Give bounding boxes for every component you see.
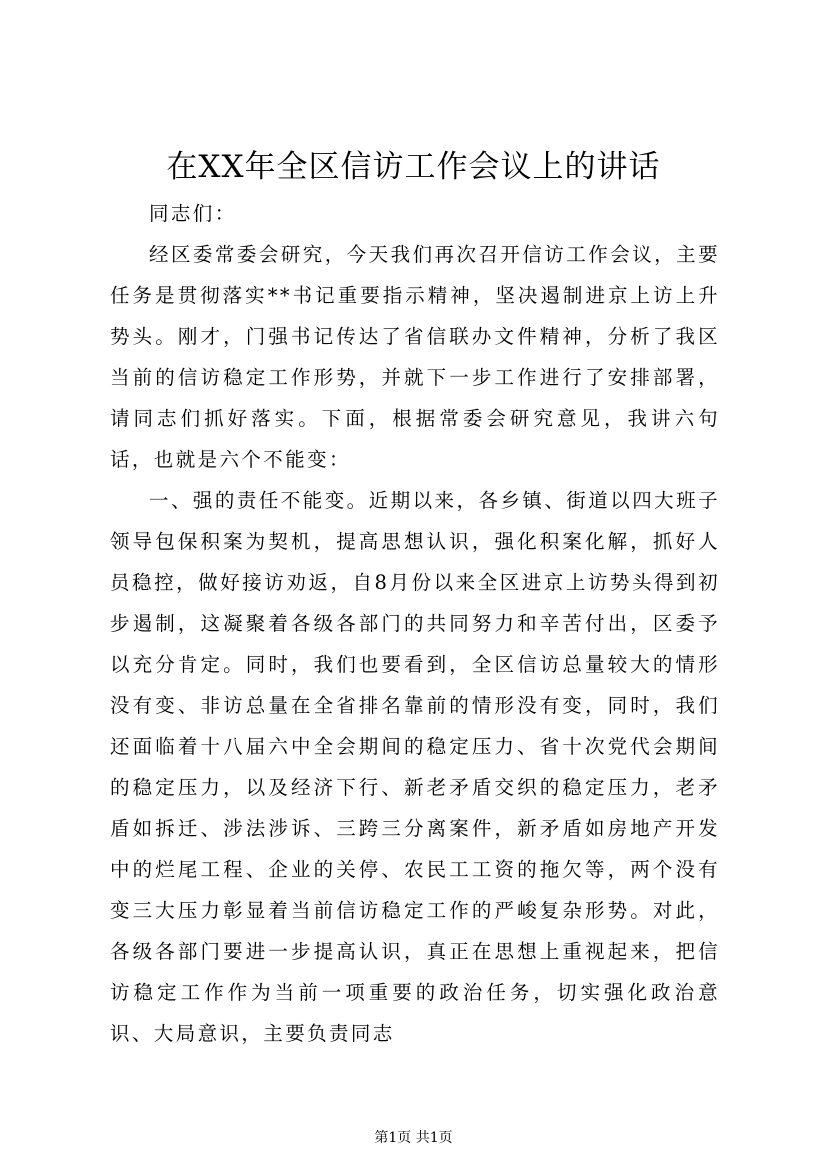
document-title: 在XX年全区信访工作会议上的讲话 xyxy=(166,149,661,185)
page-footer: 第1页 共1页 xyxy=(374,1130,453,1146)
paragraph-intro: 经区委常委会研究，今天我们再次召开信访工作会议，主要任务是贯彻落实**书记重要指示精神，坚决遏制进京上访上升势头。刚才，门强书记传达了省信联办文件精神，分析了我区当前的信访稳定工作形势，并就下一步工作进行了安排部署，请同志们抓好落实。下面，根据常委会研究意见，我讲六句话，也就是六个不能变： xyxy=(110,243,720,471)
salutation: 同志们： xyxy=(149,202,237,225)
paragraph-point-one: 一、强的责任不能变。近期以来，各乡镇、街道以四大班子领导包保积案为契机，提高思想认识，强化积案化解，抓好人员稳控，做好接访劝返，自8月份以来全区进京上访势头得到初步遏制，这凝聚着各级各部门的共同努力和辛苦付出，区委予以充分肯定。同时，我们也要看到，全区信访总量较大的情形没有变、非访总量在全省排名靠前的情形没有变，同时，我们还面临着十八届六中全会期间的稳定压力、省十次党代会期间的稳定压力，以及经济下行、新老矛盾交织的稳定压力，老矛盾如拆迁、涉法涉诉、三跨三分离案件，新矛盾如房地产开发中的烂尾工程、企业的关停、农民工工资的拖欠等，两个没有变三大压力彰显着当前信访稳定工作的严峻复杂形势。对此，各级各部门要进一步提高认识，真正在思想上重视起来，把信访稳定工作作为当前一项重要的政治任务，切实强化政治意识、大局意识，主要负责同志 xyxy=(110,489,720,1045)
document-body xyxy=(110,193,720,1054)
